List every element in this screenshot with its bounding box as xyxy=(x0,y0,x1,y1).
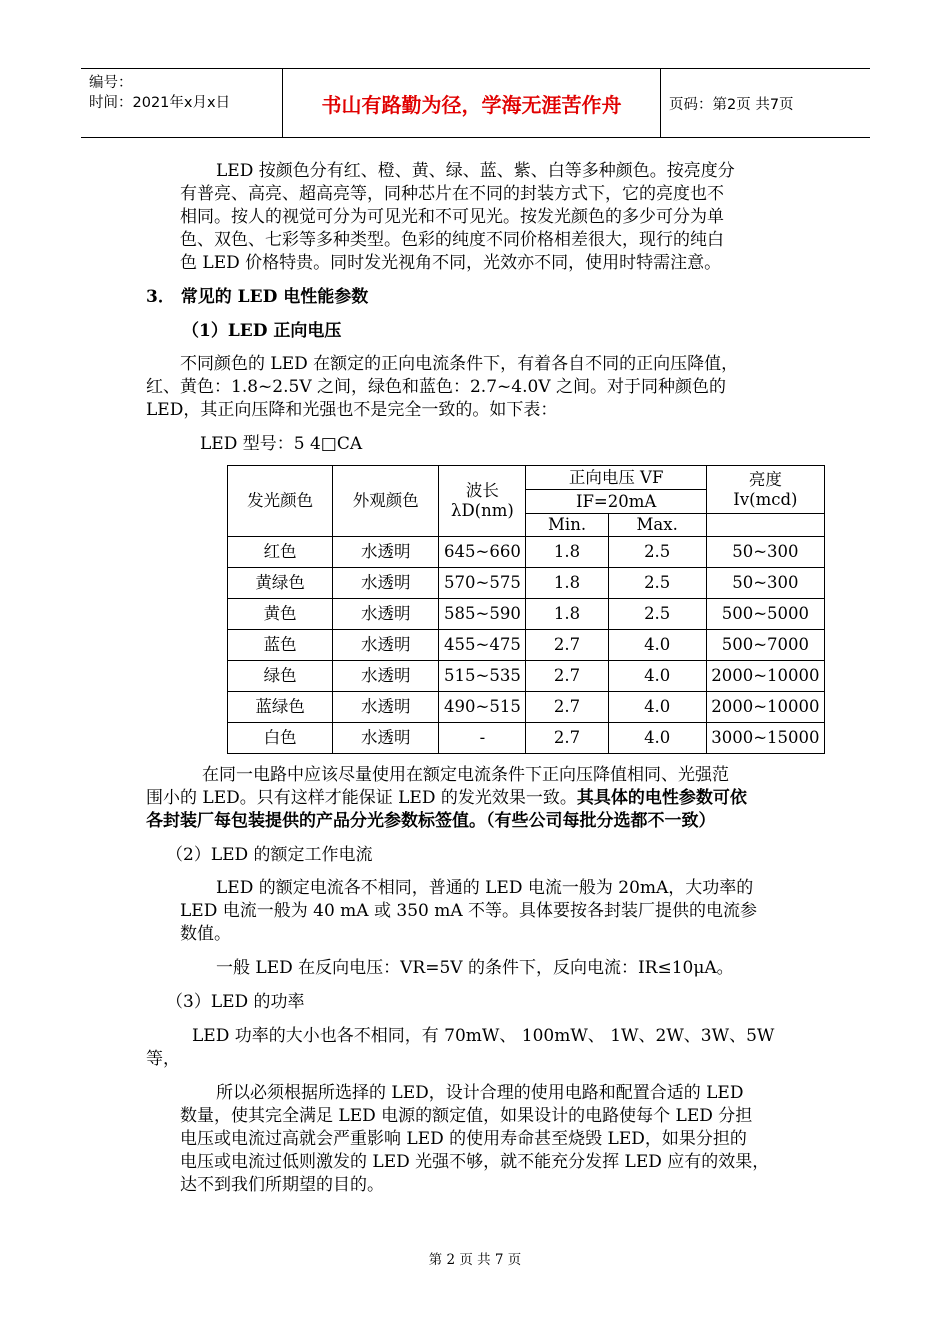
header-meta xyxy=(81,69,283,137)
cell-wavelength: 570~575 xyxy=(439,568,526,599)
table-row xyxy=(228,537,825,568)
cell-brightness: 3000~15000 xyxy=(706,723,824,754)
after-table-normal-text: 围小的 LED。只有这样才能保证 LED 的发光效果一致。 xyxy=(146,788,577,808)
cell-wavelength: - xyxy=(439,723,526,754)
cell-brightness: 2000~10000 xyxy=(706,692,824,723)
cell-appearance: 水透明 xyxy=(333,599,439,630)
cell-emit-color: 白色 xyxy=(228,723,333,754)
cell-emit-color: 蓝色 xyxy=(228,630,333,661)
table-row xyxy=(228,630,825,661)
header-wavelength xyxy=(439,466,526,537)
brightness-label: 亮度 xyxy=(748,469,782,489)
cell-emit-color: 绿色 xyxy=(228,661,333,692)
intro-line: 色 LED 价格特贵。同时发光视角不同，光效亦不同，使用时特需注意。 xyxy=(180,253,722,273)
cell-vf-min: 2.7 xyxy=(526,723,608,754)
final-line: 达不到我们所期望的目的。 xyxy=(180,1175,384,1195)
cell-appearance: 水透明 xyxy=(333,723,439,754)
sub3-line: 等， xyxy=(146,1049,180,1069)
cell-emit-color: 蓝绿色 xyxy=(228,692,333,723)
table-row xyxy=(228,661,825,692)
after-table-line xyxy=(146,787,747,810)
cell-emit-color: 黄绿色 xyxy=(228,568,333,599)
cell-brightness: 500~7000 xyxy=(706,630,824,661)
led-parameter-table xyxy=(227,465,825,754)
cell-emit-color: 红色 xyxy=(228,537,333,568)
cell-appearance: 水透明 xyxy=(333,630,439,661)
serial-label: 编号： xyxy=(89,75,133,91)
wavelength-label: 波长 xyxy=(465,481,499,500)
after-table-line: 在同一电路中应该尽量使用在额定电流条件下正向压降值相同、光强范 xyxy=(202,765,729,785)
header-forward-current: IF=20mA xyxy=(526,490,706,514)
cell-vf-min: 2.7 xyxy=(526,630,608,661)
cell-vf-min: 1.8 xyxy=(526,599,608,630)
header-max: Max. xyxy=(608,514,706,537)
header-brightness xyxy=(706,466,824,514)
date-line: 时间：2021年x月x日 xyxy=(89,95,231,111)
cell-vf-min: 1.8 xyxy=(526,537,608,568)
cell-brightness: 50~300 xyxy=(706,537,824,568)
sub1-line: LED，其正向压降和光强也不是完全一致的。如下表： xyxy=(146,400,558,420)
cell-brightness: 500~5000 xyxy=(706,599,824,630)
final-line: 电压或电流过低则激发的 LED 光强不够，就不能充分发挥 LED 应有的效果， xyxy=(180,1152,770,1172)
section-3-title: 3． 常见的 LED 电性能参数 xyxy=(146,287,369,307)
cell-vf-max: 4.0 xyxy=(608,723,706,754)
cell-wavelength: 490~515 xyxy=(439,692,526,723)
cell-vf-min: 2.7 xyxy=(526,692,608,723)
cell-appearance: 水透明 xyxy=(333,692,439,723)
cell-emit-color: 黄色 xyxy=(228,599,333,630)
cell-vf-max: 2.5 xyxy=(608,537,706,568)
page-footer: 第 2 页 共 7 页 xyxy=(428,1252,522,1268)
header-forward-voltage: 正向电压 VF xyxy=(526,466,706,490)
table-row xyxy=(228,568,825,599)
after-table-bold-line: 各封装厂每包装提供的产品分光参数标签值。（有些公司每批分选都不一致） xyxy=(146,811,716,831)
sub3-line: LED 功率的大小也各不相同，有 70mW、 100mW、 1W、2W、3W、5W xyxy=(192,1026,775,1046)
sub1-line: 不同颜色的 LED 在额定的正向电流条件下，有着各自不同的正向压降值， xyxy=(180,354,739,374)
header-emit-color: 发光颜色 xyxy=(228,466,333,537)
intro-line: 色、双色、七彩等多种类型。色彩的纯度不同价格相差很大，现行的纯白 xyxy=(180,230,724,250)
cell-brightness: 2000~10000 xyxy=(706,661,824,692)
final-line: 电压或电流过高就会严重影响 LED 的使用寿命甚至烧毁 LED，如果分担的 xyxy=(180,1129,747,1149)
final-line: 所以必须根据所选择的 LED，设计合理的使用电路和配置合适的 LED xyxy=(216,1083,744,1103)
cell-vf-max: 4.0 xyxy=(608,692,706,723)
sub2-line: 数值。 xyxy=(180,924,231,944)
cell-vf-max: 4.0 xyxy=(608,661,706,692)
cell-wavelength: 455~475 xyxy=(439,630,526,661)
header-empty-cell xyxy=(706,514,824,537)
intro-line: 有普亮、高亮、超高亮等，同种芯片在不同的封装方式下，它的亮度也不 xyxy=(180,184,724,204)
cell-vf-max: 2.5 xyxy=(608,568,706,599)
cell-vf-min: 2.7 xyxy=(526,661,608,692)
sub3-title: （3）LED 的功率 xyxy=(166,992,305,1012)
table-row xyxy=(228,692,825,723)
header-page-info: 页码：第2页 共7页 xyxy=(669,96,794,113)
brightness-unit: Iv(mcd) xyxy=(733,489,798,509)
final-line: 数量，使其完全满足 LED 电源的额定值，如果设计的电路使每个 LED 分担 xyxy=(180,1106,753,1126)
cell-brightness: 50~300 xyxy=(706,568,824,599)
sub2-reverse-current: 一般 LED 在反向电压：VR=5V 的条件下，反向电流：IR≤10μA。 xyxy=(216,958,734,978)
sub1-title: （1）LED 正向电压 xyxy=(182,321,342,341)
sub1-line: 红、黄色：1.8~2.5V 之间，绿色和蓝色：2.7~4.0V 之间。对于同种颜色的 xyxy=(146,377,726,397)
cell-wavelength: 645~660 xyxy=(439,537,526,568)
cell-vf-max: 2.5 xyxy=(608,599,706,630)
table-row xyxy=(228,723,825,754)
cell-appearance: 水透明 xyxy=(333,568,439,599)
header-motto: 书山有路勤为径，学海无涯苦作舟 xyxy=(283,69,661,137)
header-min: Min. xyxy=(526,514,608,537)
model-line: LED 型号：5 4□CA xyxy=(200,434,363,454)
after-table-bold-text: 其具体的电性参数可依 xyxy=(576,788,747,808)
intro-line: 相同。按人的视觉可分为可见光和不可见光。按发光颜色的多少可分为单 xyxy=(180,207,724,227)
sub2-title: （2）LED 的额定工作电流 xyxy=(166,845,373,865)
wavelength-unit: λD(nm) xyxy=(450,501,514,520)
cell-vf-min: 1.8 xyxy=(526,568,608,599)
sub2-line: LED 的额定电流各不相同，普通的 LED 电流一般为 20mA，大功率的 xyxy=(216,878,754,898)
header-appearance-color: 外观颜色 xyxy=(333,466,439,537)
cell-vf-max: 4.0 xyxy=(608,630,706,661)
cell-appearance: 水透明 xyxy=(333,537,439,568)
cell-wavelength: 585~590 xyxy=(439,599,526,630)
sub2-line: LED 电流一般为 40 mA 或 350 mA 不等。具体要按各封装厂提供的电流参 xyxy=(180,901,758,921)
cell-wavelength: 515~535 xyxy=(439,661,526,692)
cell-appearance: 水透明 xyxy=(333,661,439,692)
table-row xyxy=(228,599,825,630)
page-header xyxy=(81,68,870,138)
intro-line: LED 按颜色分有红、橙、黄、绿、蓝、紫、白等多种颜色。按亮度分 xyxy=(216,161,735,181)
